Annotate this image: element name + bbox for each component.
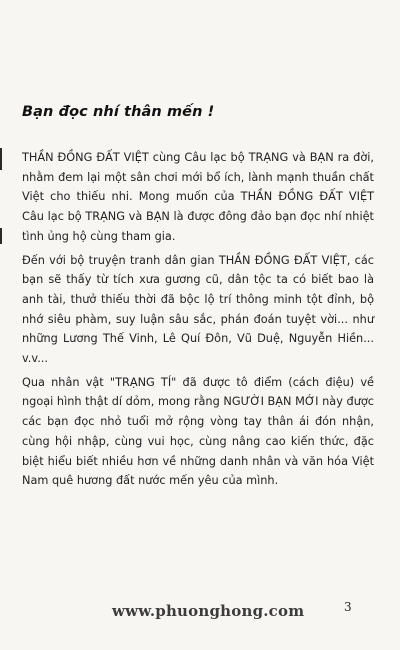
paragraph: THẦN ĐỒNG ĐẤT VIỆT cùng Câu lạc bộ TRẠNG và BẠN ra đời, nhằm đem lại một sân chơi mới bổ ích, lành mạnh thuần chất Việt cho thiếu nhi. Mong muốn của THẦN ĐỒNG ĐẤT VIỆT Câu lạc bộ TRẠNG và BẠN là được đông đảo bạn đọc nhí nhiệt tình ủng hộ cùng tham gia. <box>22 151 374 243</box>
body-text <box>22 148 374 495</box>
footer-website-url: www.phuonghong.com <box>112 602 305 620</box>
page-edge-mark <box>0 148 2 170</box>
page-number: 3 <box>344 600 352 614</box>
page-heading: Bạn đọc nhí thân mến ! <box>22 104 215 120</box>
paragraph: Qua nhân vật "TRẠNG TÍ" đã được tô điểm (cách điệu) về ngoại hình thật dí dỏm, mong rằng NGƯỜI BẠN MỚI này được các bạn đọc nhỏ tuổi mở rộng vòng tay thân ái đón nhận, cùng hội nhập, cùng vui học, cùng nâng cao kiến thức, đặc biệt hiểu biết nhiều hơn về những danh nhân và văn hóa Việt Nam quê hương đất nước mến yêu của mình. <box>22 375 374 488</box>
page-edge-mark <box>0 228 2 244</box>
paragraph: Đến với bộ truyện tranh dân gian THẦN ĐỒNG ĐẤT VIỆT, các bạn sẽ thấy từ tích xưa gương cũ, dân tộc ta có biết bao là anh tài, thưở thiếu thời đã bộc lộ trí thông minh tột đỉnh, bộ nhớ siêu phàm, suy luận sâu sắc, phán đoán tuyệt vời... như những Lương Thế Vinh, Lê Quí Đôn, Vũ Duệ, Nguyễn Hiền... v.v... <box>22 253 374 366</box>
